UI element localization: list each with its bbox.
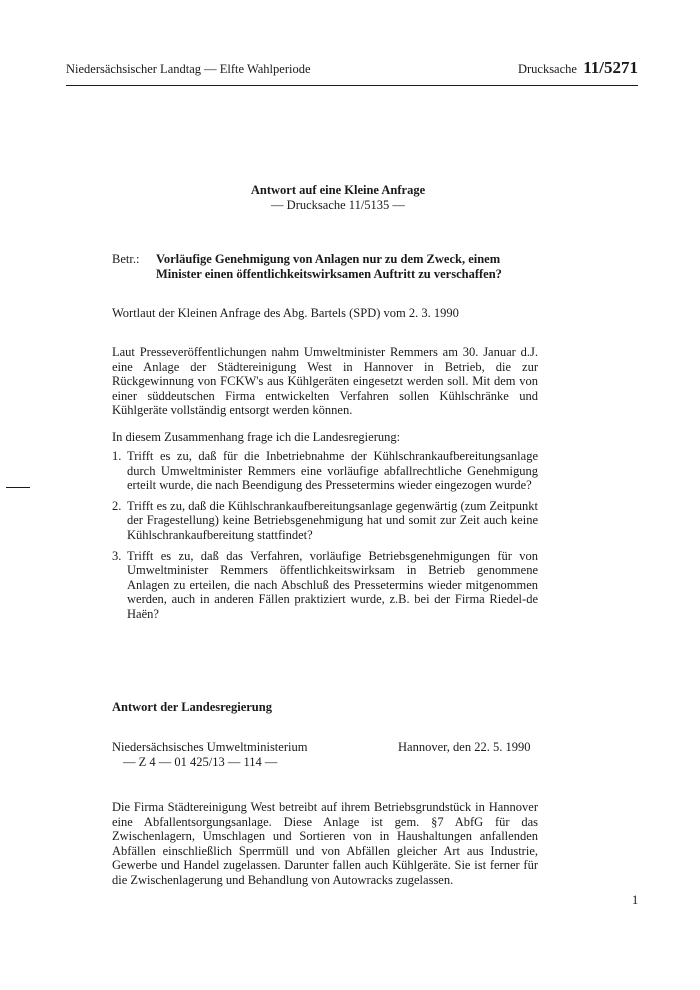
header-rule [66, 85, 638, 86]
document-title [0, 183, 676, 213]
parliament-period: Niedersächsischer Landtag — Elfte Wahlperiode [66, 62, 311, 76]
question-text: Trifft es zu, daß die Kühlschrankaufbereitungsanlage gegenwärtig (zum Zeitpunkt der Fragestellung) keine Betriebsgenehmigung hat und somit zur Zeit auch keine Kühlschrankaufbereitung stattfindet? [127, 498, 538, 542]
subject-text: Vorläufige Genehmigung von Anlagen nur zu dem Zweck, einem Minister einen öffentlichkeitswirksamen Auftritt zu verschaffen? [156, 252, 502, 281]
question-list [112, 449, 538, 628]
question-number: 3. [112, 548, 122, 563]
question-number: 1. [112, 449, 122, 463]
inquiry-intro-paragraph: Laut Presseveröffentlichungen nahm Umweltminister Remmers am 30. Januar d.J. eine Anlage der Städtereinigung West in Hannover in Betrieb, die zur Rückgewinnung von FCKW's aus Kühlgeräten eingesetzt werden soll. Mit dem von einer süddeutschen Firma entwickelten Verfahren sollen Kühlschränke und Kühlgeräte vollständig entsorgt werden können. [112, 345, 538, 418]
inquiry-wording-line: Wortlaut der Kleinen Anfrage des Abg. Bartels (SPD) vom 2. 3. 1990 [112, 306, 459, 320]
ministry-reference: — Z 4 — 01 425/13 — 114 — [123, 755, 278, 769]
page-number: 1 [632, 893, 639, 907]
subject-prefix: Betr.: [112, 252, 140, 266]
title-line: Antwort auf eine Kleine Anfrage [250, 183, 426, 197]
question-item [112, 449, 538, 493]
question-item [112, 549, 538, 622]
drucksache-label: Drucksache [517, 62, 577, 76]
ministry-name: Niedersächsisches Umweltministerium [112, 740, 308, 754]
subject-block [112, 252, 538, 282]
question-lead: In diesem Zusammenhang frage ich die Landesregierung: [112, 430, 401, 444]
question-item [112, 499, 538, 543]
answer-paragraph: Die Firma Städtereinigung West betreibt auf ihrem Betriebsgrundstück in Hannover eine Abfallentsorgungsanlage. Diese Anlage ist gem. §7 AbfG für das Zwischenlagern, Umschlagen und Sortieren von in Haushaltungen anfallenden Abfällen einschließlich Sperrmüll und von Abfällen gleicher Art aus Industrie, Gewerbe und Handel zugelassen. Darunter fallen auch Kühlgeräte. Sie ist ferner für die Zwischenlagerung und Behandlung von Autowracks zugelassen. [112, 800, 538, 887]
question-text: Trifft es zu, daß das Verfahren, vorläufige Betriebsgenehmigungen für von Umweltminister Remmers öffentlichkeitswirksam in Betrieb genommene Anlagen zu erteilen, die nach Abschluß des Pressetermins wieder mitgenommen werden, auch in anderen Fällen praktiziert wurde, z.B. bei der Firma Riedel-de Haën? [127, 548, 538, 621]
margin-mark [6, 487, 30, 488]
question-text: Trifft es zu, daß für die Inbetriebnahme der Kühlschrankaufbereitungsanlage durch Umweltminister Remmers eine vorläufige abfallrechtliche Genehmigung erteilt wurde, die nach Beendigung des Pressetermins wieder eingezogen wurde? [127, 449, 538, 493]
drucksache-number: 11/5271 [583, 58, 638, 77]
ministry-block [112, 740, 307, 770]
answer-heading: Antwort der Landesregierung [112, 700, 272, 714]
place-date: Hannover, den 22. 5. 1990 [398, 740, 531, 754]
page-header [66, 58, 638, 82]
title-reference: — Drucksache 11/5135 — [271, 198, 405, 212]
drucksache-reference [518, 58, 638, 78]
question-number: 2. [112, 498, 122, 513]
